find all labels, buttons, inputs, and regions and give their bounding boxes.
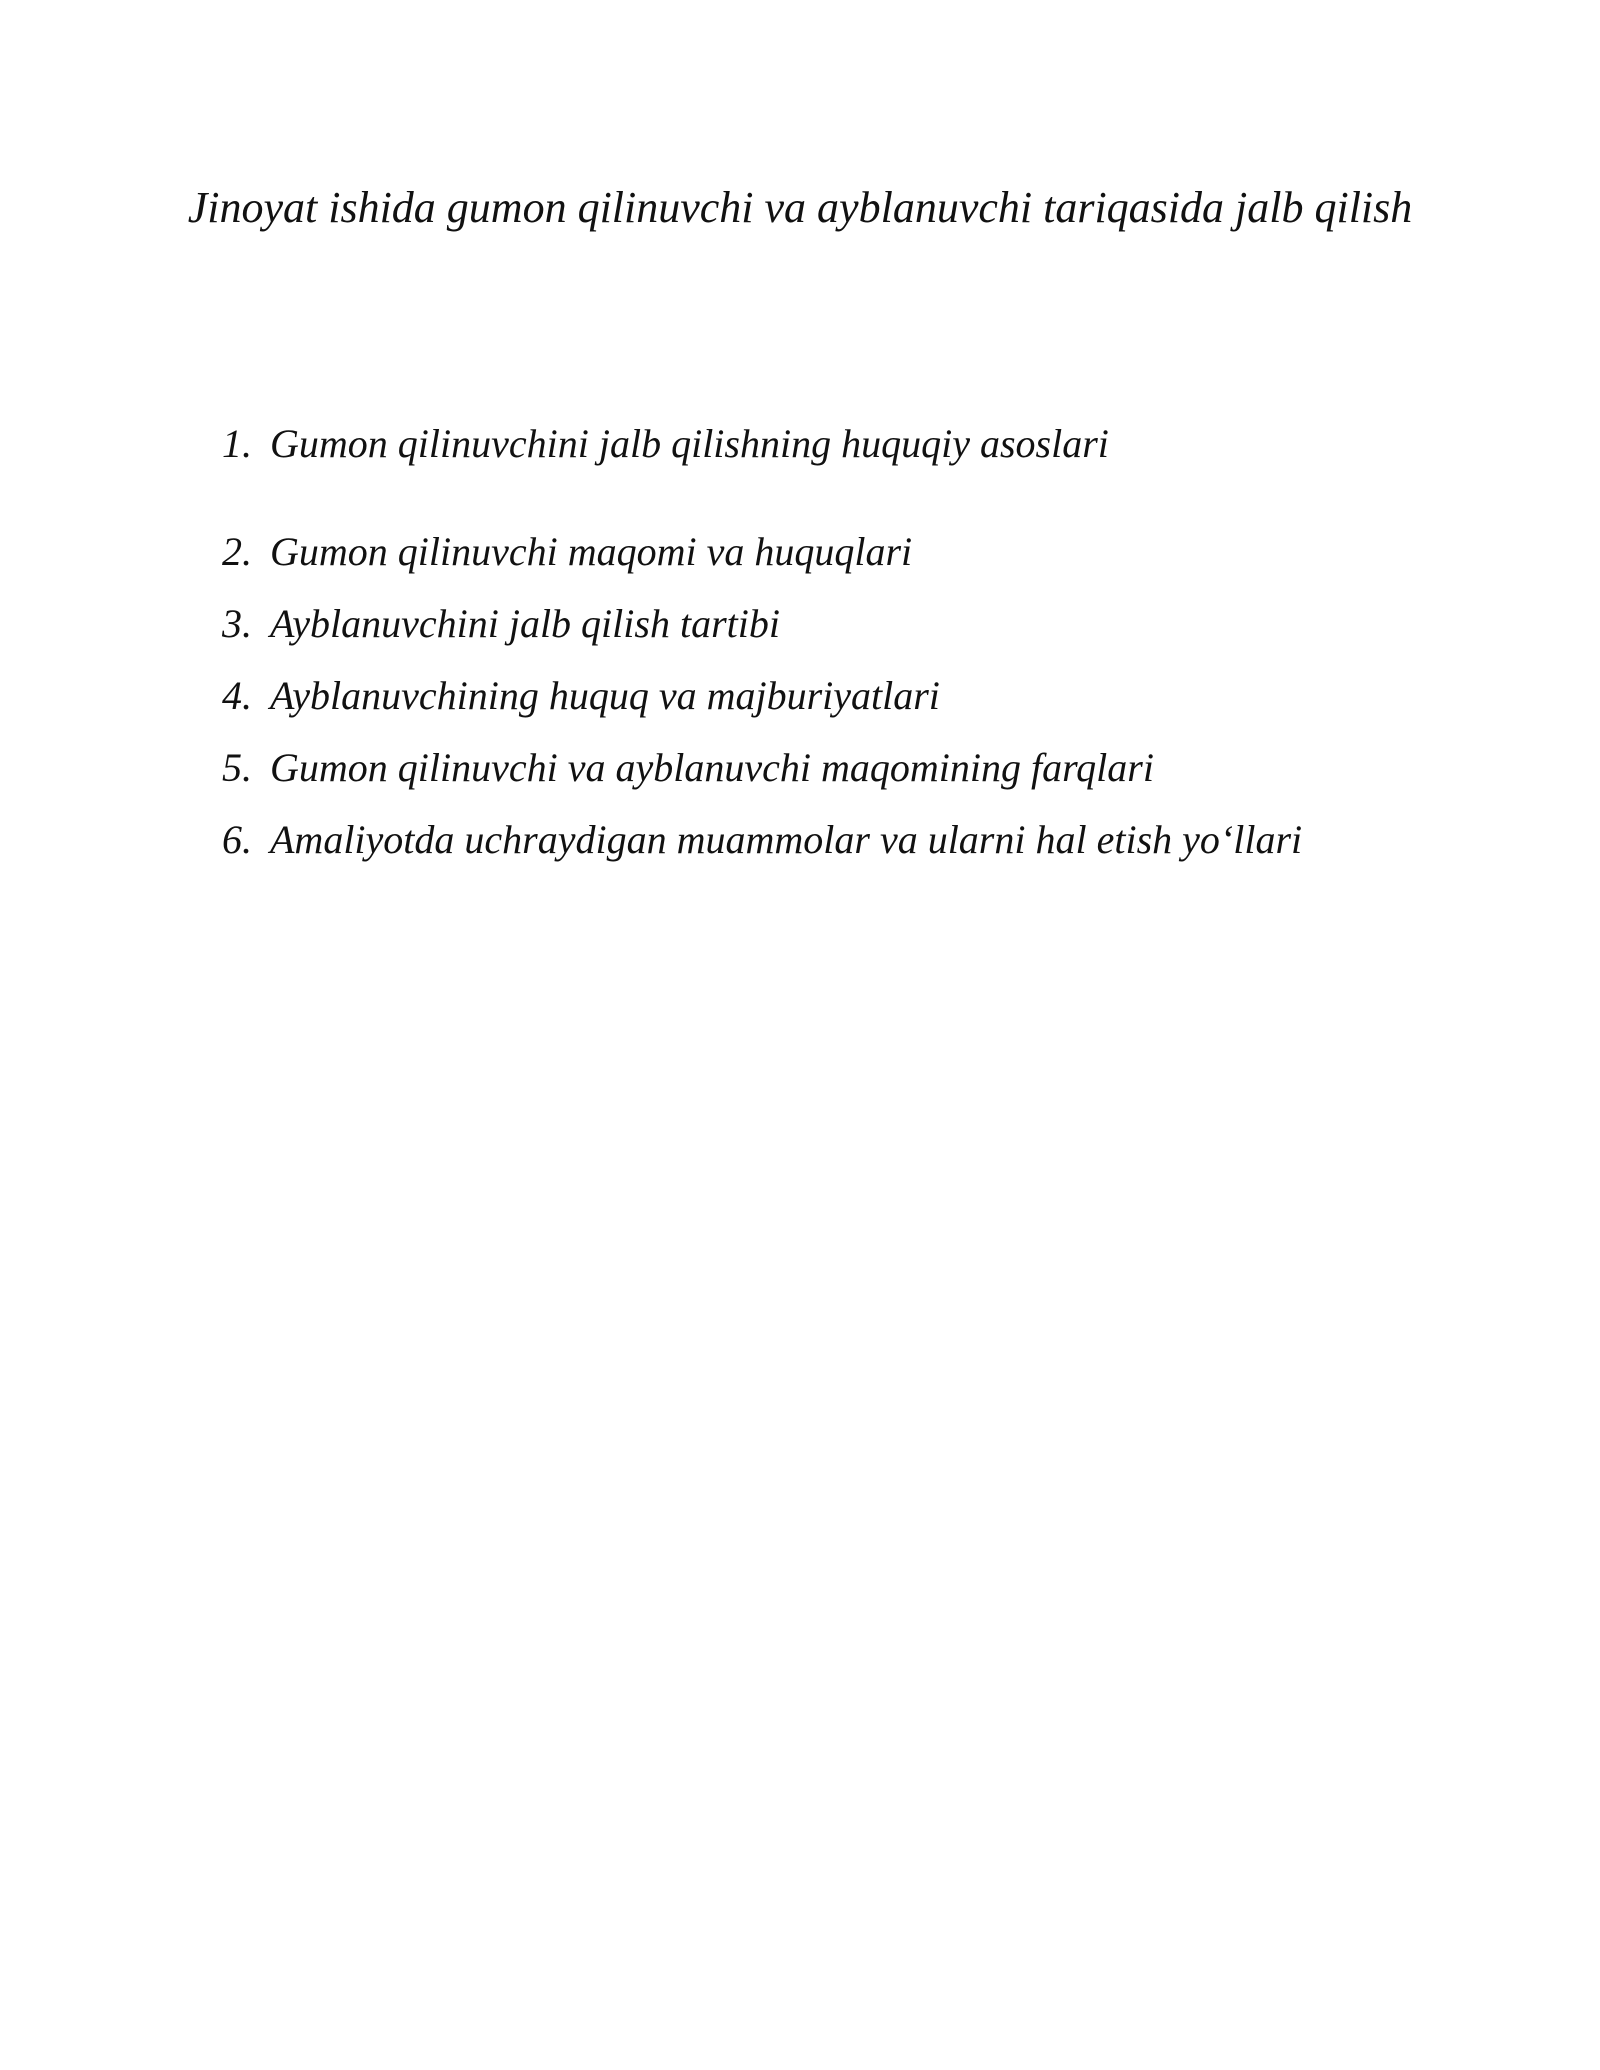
list-item-number: 1. [222, 421, 252, 466]
list-item-text: Gumon qilinuvchi maqomi va huquqlari [270, 529, 913, 574]
list-item [222, 516, 1472, 588]
list-item-number: 4. [222, 673, 252, 718]
document-title: Jinoyat ishida gumon qilinuvchi va ayblanuvchi tariqasida jalb qilish [187, 183, 1413, 232]
list-item [222, 408, 1472, 480]
list-item-text: Gumon qilinuvchi va ayblanuvchi maqomining farqlari [270, 745, 1154, 790]
list-item [222, 588, 1472, 660]
list-item-text: Ayblanuvchining huquq va majburiyatlari [270, 673, 940, 718]
list-item-number: 2. [222, 529, 252, 574]
list-item-text: Ayblanuvchini jalb qilish tartibi [270, 601, 780, 646]
list-item [222, 732, 1472, 804]
list-item-number: 6. [222, 817, 252, 862]
list-item [222, 660, 1472, 732]
list-item-text: Amaliyotda uchraydigan muammolar va ularni hal etish yo‘llari [270, 817, 1303, 862]
list-item [222, 804, 1472, 876]
list-item-number: 5. [222, 745, 252, 790]
list-item-number: 3. [222, 601, 252, 646]
topic-list [222, 408, 1472, 876]
list-item-text: Gumon qilinuvchini jalb qilishning huquqiy asoslari [270, 421, 1109, 466]
